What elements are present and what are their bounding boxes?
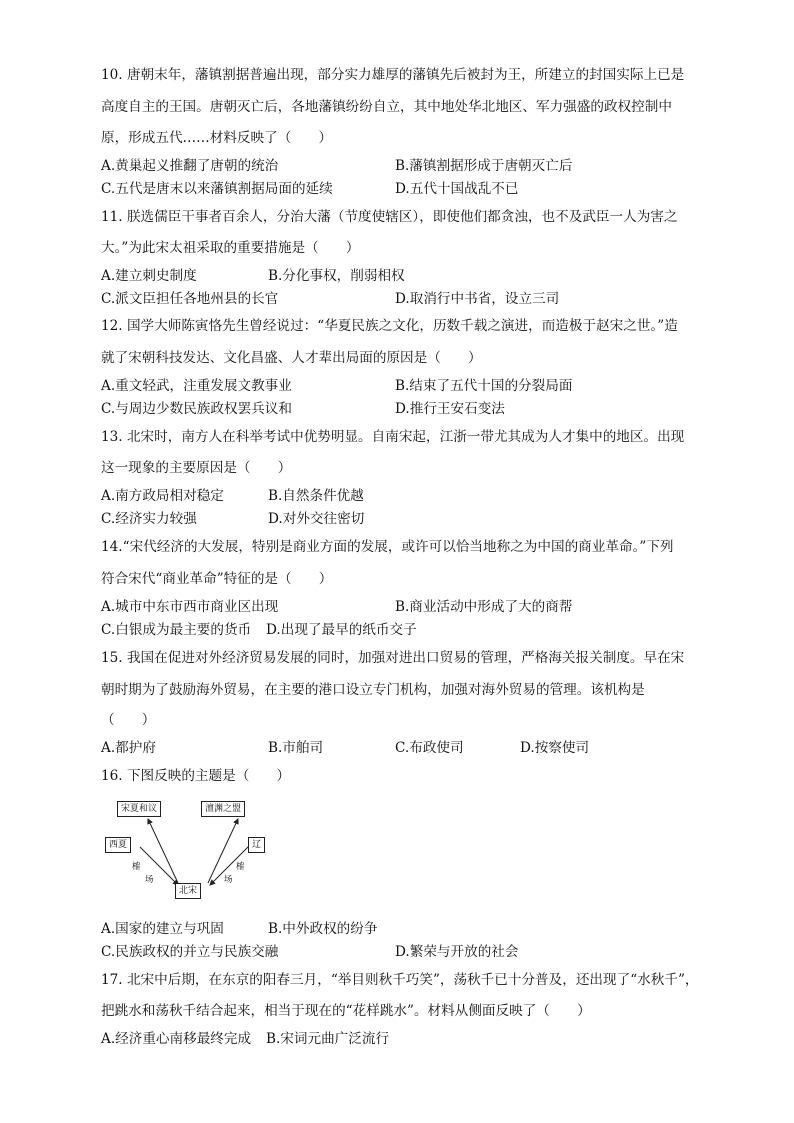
- q10-line-1: 10. 唐朝末年，藩镇割据普遍出现，部分实力雄厚的藩镇先后被封为王，所建立的封国实际上已是: [101, 67, 685, 83]
- q16-option-b: B.中外政权的纷争: [268, 921, 378, 937]
- q17-line-2: 把跳水和荡秋千结合起来，相当于现在的“花样跳水”。材料从侧面反映了（ ）: [101, 1003, 591, 1019]
- q13-line-1: 13. 北宋时，南方人在科举考试中优势明显。自南宋起，江浙一带尤其成为人才集中的地区。出现: [101, 429, 685, 445]
- q10-option-c: C.五代是唐末以来藩镇割据局面的延续: [101, 181, 333, 197]
- q11-line-2: 大。”为此宋太祖采取的重要措施是（ ）: [101, 240, 360, 256]
- q14-option-d: D.出现了最早的纸币交子: [266, 622, 417, 638]
- q11-option-a: A.建立刺史制度: [101, 268, 197, 284]
- box-chanyuan-treaty: 澶渊之盟: [201, 801, 245, 817]
- q13-option-a: A.南方政局相对稳定: [101, 488, 224, 504]
- q10-option-a: A.黄巢起义推翻了唐朝的统治: [101, 158, 279, 174]
- q17-line-1: 17. 北宋中后期，在东京的阳春三月，“举目则秋千巧笑”，荡秋千已十分普及，还出现了“水秋千”，: [101, 972, 699, 988]
- left-trade-char-2: 场: [145, 875, 154, 885]
- q16-line-1: 16. 下图反映的主题是（ ）: [101, 768, 291, 784]
- left-trade-char-1: 榷: [132, 862, 141, 872]
- q11-line-1: 11. 朕选儒臣干事者百余人，分治大藩（节度使辖区），即使他们都贪浊，也不及武臣一人为害之: [101, 209, 678, 225]
- right-trade-char-1: 榷: [236, 862, 245, 872]
- q11-option-b: B.分化事权，削弱相权: [268, 268, 405, 284]
- q15-option-b: B.市舶司: [268, 740, 324, 756]
- q16-option-c: C.民族政权的并立与民族交融: [101, 944, 279, 960]
- q17-option-a: A.经济重心南移最终完成: [101, 1031, 252, 1047]
- q10-line-3: 原，形成五代……材料反映了（ ）: [101, 130, 333, 146]
- q15-option-a: A.都护府: [101, 740, 156, 756]
- q12-option-c: C.与周边少数民族政权罢兵议和: [101, 401, 292, 417]
- q10-option-d: D.五代十国战乱不已: [395, 181, 519, 197]
- right-trade-char-2: 场: [224, 875, 233, 885]
- box-xixia: 西夏: [105, 837, 131, 853]
- q15-line-1: 15. 我国在促进对外经济贸易发展的同时，加强对进出口贸易的管理，严格海关报关制度。早在宋: [101, 650, 685, 666]
- q14-option-a: A.城市中东市西市商业区出现: [101, 599, 279, 615]
- q11-option-d: D.取消行中书省，设立三司: [395, 291, 560, 307]
- q15-line-3: （ ）: [101, 712, 156, 728]
- q16-option-d: D.繁荣与开放的社会: [395, 944, 519, 960]
- q13-line-2: 这一现象的主要原因是（ ）: [101, 460, 292, 476]
- q15-option-c: C.布政使司: [395, 740, 464, 756]
- box-liao: 辽: [248, 837, 265, 853]
- box-song-xia-peace: 宋夏和议: [117, 801, 161, 817]
- q12-line-1: 12. 国学大师陈寅恪先生曾经说过：“华夏民族之文化，历数千载之演进，而造极于赵宋之世。”造: [101, 318, 678, 334]
- q17-option-b: B.宋词元曲广泛流行: [266, 1031, 390, 1047]
- q12-line-2: 就了宋朝科技发达、文化昌盛、人才辈出局面的原因是（ ）: [101, 350, 482, 366]
- q14-line-2: 符合宋代“商业革命”特征的是（ ）: [101, 571, 333, 587]
- q16-option-a: A.国家的建立与巩固: [101, 921, 224, 937]
- q10-option-b: B.藩镇割据形成于唐朝灭亡后: [395, 158, 573, 174]
- q13-option-b: B.自然条件优越: [268, 488, 364, 504]
- q10-line-2: 高度自主的王国。唐朝灭亡后，各地藩镇纷纷自立，其中地处华北地区、军力强盛的政权控制中: [101, 99, 672, 115]
- q14-option-c: C.白银成为最主要的货币: [101, 622, 252, 638]
- q13-option-c: C.经济实力较强: [101, 511, 197, 527]
- q12-option-d: D.推行王安石变法: [395, 401, 505, 417]
- q12-option-a: A.重文轻武，注重发展文教事业: [101, 378, 292, 394]
- q11-option-c: C.派文臣担任各地州县的长官: [101, 291, 279, 307]
- q14-option-b: B.商业活动中形成了大的商帮: [395, 599, 573, 615]
- box-beisong: 北宋: [175, 883, 201, 899]
- q14-line-1: 14.“宋代经济的大发展，特别是商业方面的发展，或许可以恰当地称之为中国的商业革命。”下列: [101, 539, 674, 555]
- q13-option-d: D.对外交往密切: [268, 511, 365, 527]
- song-relations-diagram: [100, 795, 280, 907]
- q15-line-2: 朝时期为了鼓励海外贸易，在主要的港口设立专门机构，加强对海外贸易的管理。该机构是: [101, 682, 645, 698]
- q15-option-d: D.按察使司: [520, 740, 590, 756]
- q12-option-b: B.结束了五代十国的分裂局面: [395, 378, 573, 394]
